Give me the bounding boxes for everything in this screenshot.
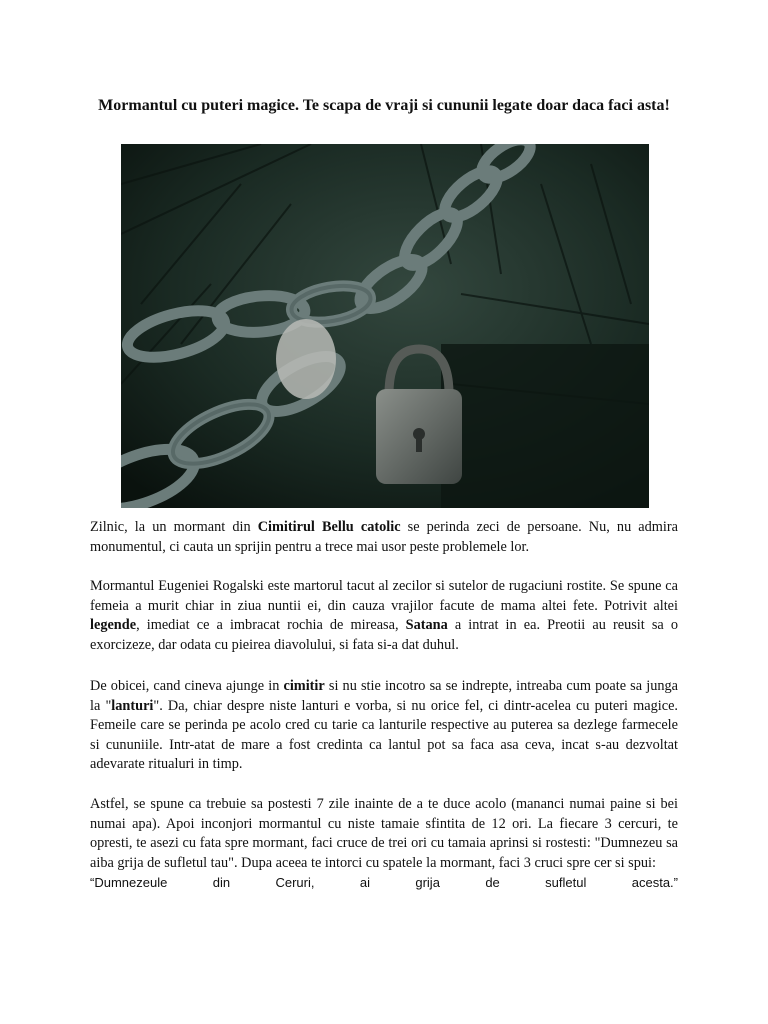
p2-text: Mormantul Eugeniei Rogalski este martorul tacut al zecilor si sutelor de rugaciuni rostite. Se spune ca femeia a murit chiar in ziua nuntii ei, din cauza vrajilor facute de mama altei fete. Potrivit altei <box>90 578 678 614</box>
paragraph-1 <box>90 518 678 557</box>
p3-text-mid: si nu stie incotro sa se indrepte, intreaba cum poate sa junga la " <box>90 678 678 714</box>
p2-text-mid: , imediat ce a imbracat rochia de mireasa, <box>136 617 406 633</box>
paragraph-4 <box>90 795 678 893</box>
p3-bold-chains: lanturi <box>111 697 154 714</box>
p4-text: Astfel, se spune ca trebuie sa postesti 7 zile inainte de a te duce acolo (mananci numai paine si bei numai apa). Apoi inconjori mormantul cu niste tamaie sfintita de 12 ori. La fiecare 3 cercuri, te opresti, te asezi cu fata spre mormant, faci cruce de trei ori cu tamaia aprinsi si rostesti: "Dumnezeu sa aiba grija de sufletul tau". Dupa aceea te intorci cu spatele la mormant, faci 3 cruci spre cer si spui: <box>90 796 678 871</box>
p2-bold-legend: legende <box>90 617 137 633</box>
p4-prayer-line: “Dumnezeule din Ceruri, ai grija de sufletul acesta.” <box>90 875 678 890</box>
p3-text: De obicei, cand cineva ajunge in <box>90 678 284 694</box>
paragraph-3 <box>90 677 678 775</box>
article-title: Mormantul cu puteri magice. Te scapa de vraji si cununii legate doar daca faci asta! <box>98 97 670 114</box>
p1-text: Zilnic, la un mormant din <box>90 519 258 535</box>
p2-bold-satana: Satana <box>405 617 448 633</box>
p1-text-end: se perinda zeci de persoane. Nu, nu admira monumentul, ci cauta un sprijin pentru a trece mai usor peste problemele lor. <box>90 519 679 555</box>
p3-text-end: ". Da, chiar despre niste lanturi e vorba, si nu orice fel, ci dintr-acelea cu puteri magice. Femeile care se perinda pe acolo cred cu tarie ca lanturile respective au puterea sa dezlege farmecele si cununiile. Intr-atat de mare a fost credinta ca lantul pot sa faca asa ceva, incat s-au dezvoltat adevarate ritualuri in timp. <box>90 697 678 772</box>
article-photo <box>121 144 649 508</box>
chains-padlock-image <box>121 144 649 508</box>
p1-bold-cemetery: Cimitirul Bellu catolic <box>257 519 401 535</box>
p2-text-end: a intrat in ea. Preotii au reusit sa o exorcizeze, dar odata cu pieirea diavolului, si fata si-a dat duhul. <box>90 617 678 653</box>
paragraph-2 <box>90 577 678 655</box>
p3-bold-cemetery: cimitir <box>283 678 325 694</box>
